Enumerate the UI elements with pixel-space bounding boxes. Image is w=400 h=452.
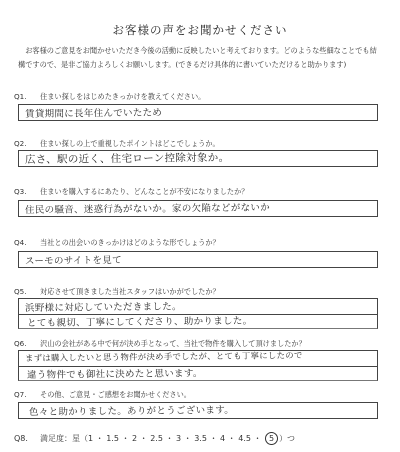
page-title: お客様の声をお聞かせください: [112, 23, 288, 37]
option-separator: ・: [225, 434, 239, 443]
answer-box-7: [18, 402, 378, 419]
question-6: [14, 339, 386, 349]
question-text: 住まいを購入するにあたり、どんなことが不安になりましたか？: [40, 187, 249, 196]
star-rating-options: [88, 434, 279, 443]
handwritten-answer: 賃貸期間に長年住んでいたため: [24, 107, 163, 120]
handwritten-answer: とても親切、丁寧にしてくださり、助かりました。: [26, 315, 253, 329]
option-separator: ・: [206, 434, 221, 443]
handwritten-answer: まずは購入したいと思う物件が決め手でしたが、とても丁寧にしたので: [24, 350, 303, 363]
answer-box-5-line-2: [18, 315, 378, 329]
star-option[interactable]: 2: [132, 434, 138, 443]
question-number: Q3.: [14, 187, 27, 196]
star-option[interactable]: 1: [88, 434, 94, 443]
question-text: 当社との出会いのきっかけはどのような形でしょうか？: [40, 238, 220, 247]
question-8-satisfaction: [14, 432, 394, 445]
answer-box-1: [18, 104, 378, 121]
question-2: [14, 139, 386, 149]
question-text: その他、ご意見・ご感想をお聞かせください。: [40, 390, 191, 399]
star-option[interactable]: 2.5: [150, 434, 163, 443]
question-4: [14, 238, 386, 248]
option-separator: ・: [250, 434, 265, 443]
intro-line-2: 構ですので、是非ご協力よろしくお願いします。(できるだけ具体的に書いていただけると助かります): [18, 60, 347, 69]
handwritten-answer: 浜野様に対応していただきました。: [24, 301, 182, 314]
answer-box-4: [18, 251, 378, 268]
question-number: Q8.: [14, 434, 28, 443]
satisfaction-suffix: ）つ: [279, 434, 296, 443]
question-text: 住まい探しをはじめたきっかけを教えてください。: [40, 92, 206, 101]
handwritten-answer: 違う物件でも御社に決めたと思います。: [26, 368, 203, 381]
handwritten-answer: 色々と助かりました。ありがとうございます。: [28, 404, 235, 418]
question-number: Q2.: [14, 139, 27, 148]
star-option[interactable]: 4: [220, 434, 226, 443]
option-separator: ・: [162, 434, 177, 443]
satisfaction-label: 満足度：星（: [40, 434, 88, 443]
option-separator: ・: [118, 434, 133, 443]
handwritten-answer: 住民の騒音、迷惑行為がないか。家の欠陥などがないか: [24, 202, 271, 216]
question-number: Q5.: [14, 287, 27, 296]
star-option-selected[interactable]: 5: [265, 432, 278, 445]
star-option[interactable]: 1.5: [106, 434, 119, 443]
star-option[interactable]: 3: [176, 434, 182, 443]
star-option[interactable]: 4.5: [238, 434, 251, 443]
question-text: 対応させて頂きました当社スタッフはいかがでしたか？: [40, 287, 220, 296]
question-number: Q6.: [14, 339, 27, 348]
question-text: 住まい探しの上で重視したポイントはどこでしょうか。: [40, 139, 220, 148]
option-separator: ・: [181, 434, 195, 443]
handwritten-answer: 広さ、駅の近く、住宅ローン控除対象か。: [24, 151, 230, 166]
option-separator: ・: [137, 434, 151, 443]
answer-box-2: [18, 150, 378, 167]
star-option[interactable]: 3.5: [194, 434, 207, 443]
handwritten-answer: スーモのサイトを見て: [24, 254, 122, 267]
question-number: Q4.: [14, 238, 27, 247]
question-3: [14, 187, 386, 197]
option-separator: ・: [93, 434, 107, 443]
question-1: [14, 92, 386, 102]
answer-box-6-line-2: [18, 367, 378, 381]
intro-text: [18, 44, 386, 72]
intro-line-1: お客様のご意見をお聞かせいただき今後の活動に反映したいと考えております。どのような些細なことでも結: [25, 46, 377, 55]
question-number: Q7.: [14, 390, 27, 399]
question-7: [14, 390, 386, 400]
question-5: [14, 287, 386, 297]
question-number: Q1.: [14, 92, 27, 101]
answer-box-3: [18, 200, 378, 217]
question-text: 沢山の会社がある中で何が決め手となって、当社で物件を購入して頂けましたか？: [40, 339, 306, 348]
